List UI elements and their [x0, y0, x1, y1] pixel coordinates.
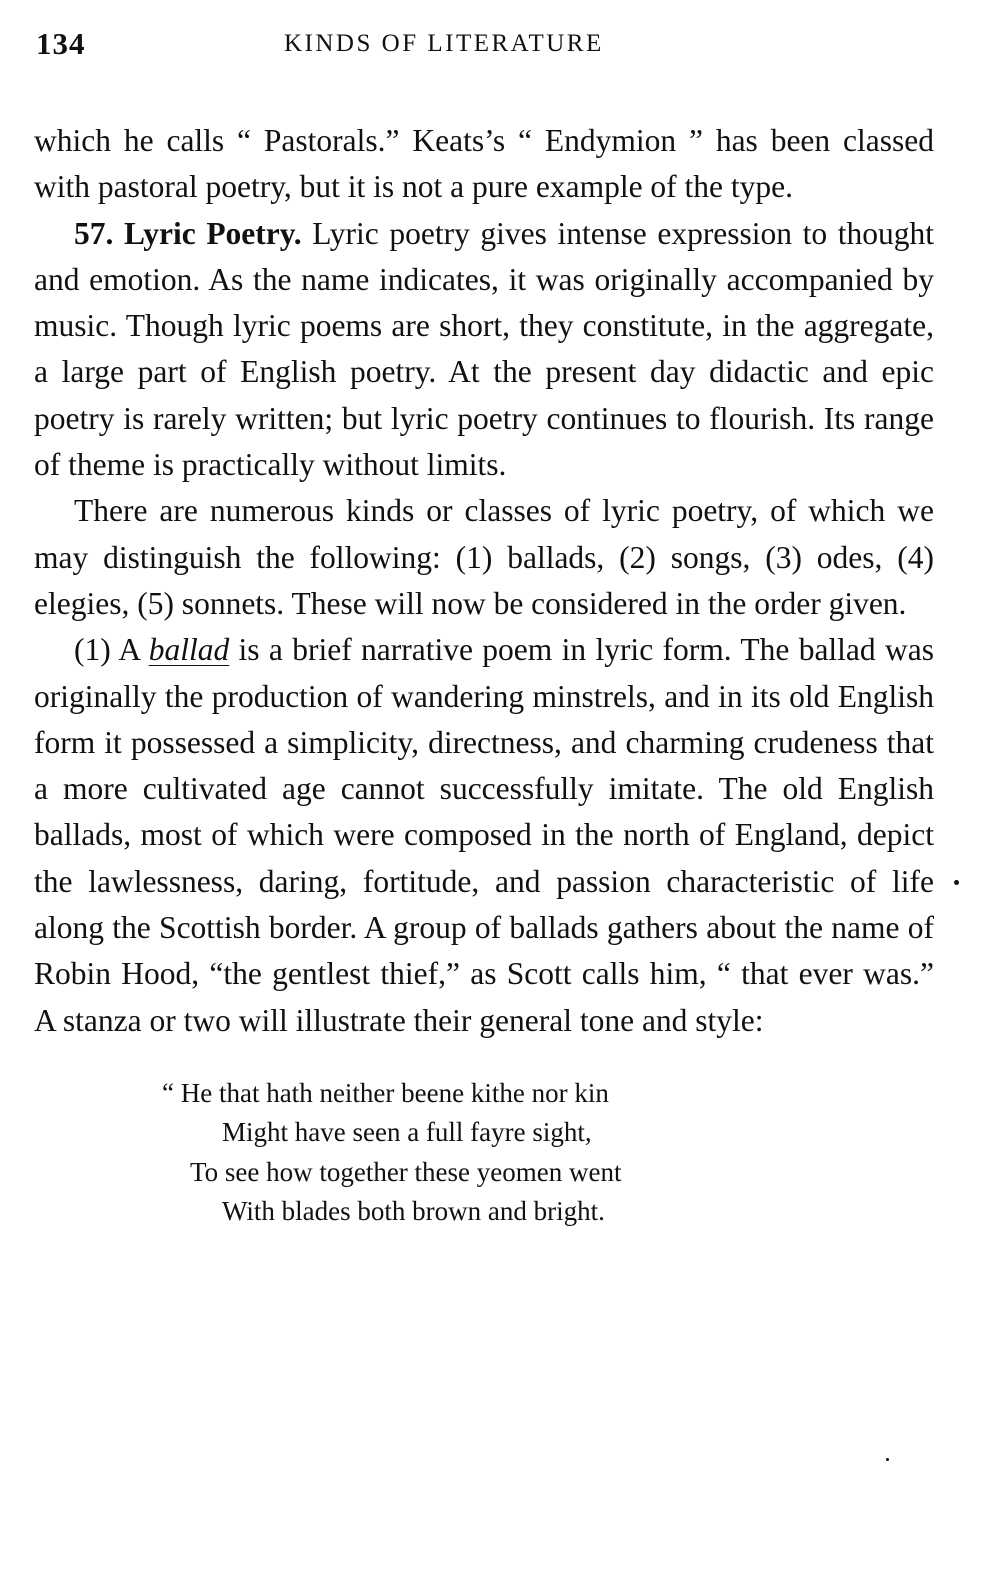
- ballad-number: (1) A: [74, 632, 140, 668]
- verse-line: With blades both brown and bright.: [222, 1196, 605, 1227]
- verse-stanza: [162, 1074, 934, 1232]
- running-title: KINDS OF LITERATURE: [284, 30, 604, 57]
- lyric-poetry-text: Lyric poetry gives intense expression to thought and emotion. As the name indicates, it was originally accompanied by music. Though lyric poems are short, they constitute, in the aggregate, a large part of English poetry. At the present day didactic and epic poetry is rarely written; but lyric poetry continues to flourish. Its range of theme is practically without limits.: [34, 215, 935, 483]
- paragraph-continuation: which he calls “ Pastorals.” Keats’s “ Endymion ” has been classed with pastoral poetry, but it is not a pure example of the type.: [34, 123, 934, 205]
- verse-line: Might have seen a full fayre sight,: [222, 1117, 592, 1148]
- ballad-term: ballad: [148, 632, 230, 668]
- verse-line: To see how together these yeomen went: [190, 1156, 622, 1187]
- ballad-text: is a brief narrative poem in lyric form. The ballad was originally the production of wandering minstrels, and in its old English form it possessed a simplicity, directness, and charming crudeness that a more cultivated age cannot successfully imitate. The old English ballads, most of which were composed in the north of England, depict the lawlessness, daring, fortitude, and passion characteristic of life along the Scottish border. A group of ballads gathers about the name of Robin Hood, “the gentlest thief,” as Scott calls him, “ that ever was.” A stanza or two will illustrate their general tone and style:: [34, 632, 934, 1038]
- margin-mark: [954, 880, 959, 885]
- margin-mark: [886, 1458, 889, 1461]
- section-heading: 57. Lyric Poetry.: [74, 215, 302, 251]
- paragraph-lyric-classes: There are numerous kinds or classes of lyric poetry, of which we may distinguish the following: (1) ballads, (2) songs, (3) odes, (4) elegies, (5) sonnets. These will now be considered in the order given.: [34, 493, 934, 621]
- running-head: [34, 22, 934, 70]
- paragraph-ballad: [34, 627, 934, 1044]
- page-number: 134: [36, 26, 86, 61]
- paragraph-lyric-poetry: [34, 211, 934, 489]
- body-text: [34, 118, 934, 1044]
- verse-line: “ He that hath neither beene kithe nor kin: [162, 1077, 609, 1108]
- book-page: [34, 22, 934, 1232]
